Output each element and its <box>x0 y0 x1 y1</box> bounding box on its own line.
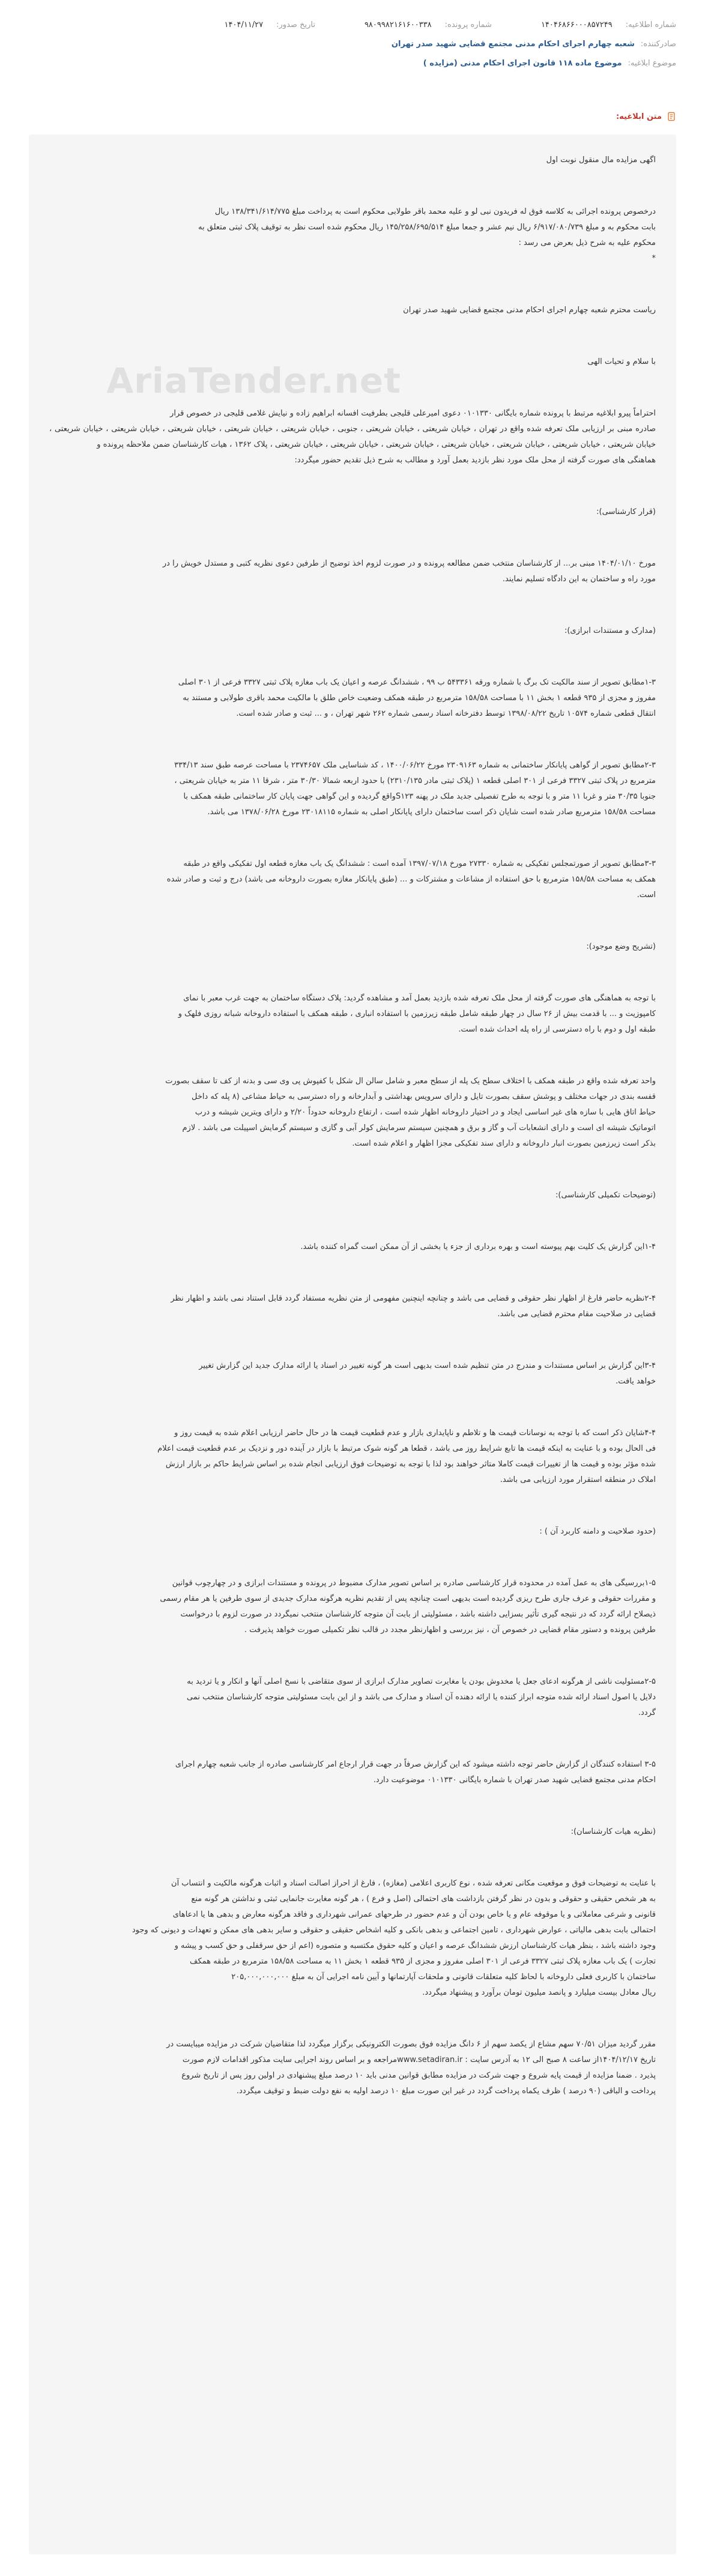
text-line: محکوم علیه به شرح ذیل بعرض می رسد : <box>518 238 656 247</box>
text-line: تجارت ) یک باب مغازه پلاک ثبتی ۳۳۲۷ فرعی از ۳۰۱ اصلی مفروز و مجزی از ۹۳۵ قطعه ۱ بخش ۱۱ به مساحت ۱۵۸/۵۸ مترمربع در طبقه همکف <box>190 1957 656 1966</box>
text-line: با عنایت به توضیحات فوق و موقعیت مکانی تعرفه شده ، نوع کاربری اعلامی (مغازه) ، فارغ از احراز اصالت اسناد و اثبات هرگونه مالکیت و انتساب آن <box>171 1879 656 1888</box>
text-line: طرفین پرونده و دستور مقام قضایی در خصوص آن ، نیز بررسی و اظهارنظر مجدد در قالب نظر تکمیلی صورت خواهد پذیرفت . <box>244 1625 656 1634</box>
issue-date: ۱۴۰۴/۱۱/۲۷ <box>224 20 264 29</box>
text-line: فی الحال بوده و با عنایت به اینکه قیمت ها تابع شرایط روز می باشد ، قطعا هر گونه شوک مرتبط با بازار در آینده دور و نزدیک بر عدم قطعیت قیمت اعلام <box>157 1444 656 1453</box>
issuer-label: صادرکننده: <box>640 40 676 49</box>
subject-label: موضوع ابلاغیه: <box>628 59 676 68</box>
paragraph-gap <box>49 1038 656 1074</box>
paragraph-gap <box>49 587 656 623</box>
meta-row-ids <box>29 18 676 32</box>
case-number: ۹۸۰۹۹۸۲۱۶۱۶۰۰۳۳۸ <box>364 20 432 29</box>
text-line: انتقال قطعی شماره ۱۰۵۷۴ تاریخ ۱۳۹۸/۰۸/۲۲ توسط دفترخانه اسناد رسمی شماره ۲۶۲ شهر تهران ، و ... ثبت و صادر شده است. <box>236 709 656 718</box>
text-line: ۲-۵مسئولیت ناشی از هرگونه ادعای جعل یا مخدوش بودن یا مغایرت تصاویر مدارک ابرازی از سوی متقاضی با نسخ اصلی آنها و انکار و یا تردید به <box>187 1677 656 1686</box>
text-line: (نظریه هیات کارشناسان): <box>570 1827 656 1836</box>
text-line: درخصوص پرونده اجرائی به کلاسه فوق له فریدون نبی لو و علیه محمد باقر طولابی محکوم است به پرداخت مبلغ ۱۳۸/۳۴۱/۶۱۴/۷۷۵ ریال <box>214 207 656 216</box>
text-line: (مدارک و مستندات ابرازی): <box>564 626 656 635</box>
text-line: مساحت ۱۵۸/۵۸ مترمربع صادر شده است شایان ذکر است ساختمان دارای پایانکار اصلی به شماره ۲۳۰۱۸۱۱۵ مورخ ۱۳۷۸/۰۶/۲۸ می باشد. <box>207 808 656 817</box>
text-line: (حدود صلاحیت و دامنه کاربرد آن ) : <box>539 1527 656 1536</box>
text-line: (توضیحات تکمیلی کارشناسی): <box>555 1191 656 1200</box>
text-line: ۳-۴این گزارش بر اساس مستندات و مندرج در متن تنظیم شده است بدیهی است هر گونه تغییر در اسناد یا ارائه مدارک جدید این گزارش تغییر <box>199 1361 656 1370</box>
text-line: مورد راه و ساختمان به این دادگاه تسلیم نمایند. <box>502 575 656 584</box>
notice-number-label: شماره اطلاعیه: <box>625 20 676 29</box>
paragraph-gap <box>49 1203 656 1239</box>
paragraph-gap <box>49 1540 656 1576</box>
text-line: وجود داشته باشد ، بنظر هیات کارشناسان ارزش ششدانگ عرصه و اعیان و کلیه حقوق مکتسبه و متصوره (اعم از حق سرقفلی و حق کسب و پیشه و <box>174 1941 656 1950</box>
paragraph-gap <box>49 1322 656 1358</box>
text-line: احکام مدنی مجتمع قضایی شهید صدر تهران با شماره بایگانی ۰۱۰۱۳۳۰ موضوعیت دارد. <box>373 1776 656 1785</box>
paragraph-gap <box>49 903 656 939</box>
issuer: شعبه چهارم اجرای احکام مدنی مجتمع قضایی شهید صدر تهران <box>391 40 635 49</box>
text-line: خواهد یافت. <box>616 1377 656 1386</box>
paragraph-gap <box>49 1638 656 1674</box>
text-line: شده مؤثر بوده و قیمت ها از تغییرات قیمت کاملا متاثر خواهند بود لذا با توجه به توضیحات فوق ارزیابی انجام شده بر اساس شرایط حاکم بر بازار ارزش <box>165 1460 656 1469</box>
paragraph-gap <box>49 955 656 991</box>
paragraph-gap <box>49 168 656 204</box>
paragraph-gap <box>49 1721 656 1757</box>
text-line: احتمالی بابت بدهی مالیاتی ، عوارض شهرداری ، تامین اجتماعی و بدهی بانکی و کلیه اشخاص حقیقی و حقوقی و سایر بدهی های ممکن و تعهدات و دیونی که وجود <box>132 1926 656 1935</box>
text-line: تاریخ ۱۴۰۴/۱۲/۱۷از ساعت ۸ صبح الی ۱۲ به آدرس سایت : www.setadiran.irمراجعه و بر اساس روند اجرایی سایت مذکور اقدامات لازم صورت <box>182 2055 656 2064</box>
text-line: ۴-۴شایان ذکر است که با توجه به نوسانات قیمت ها و تلاطم و ناپایداری بازار و عدم قطعیت قیمت ها در حال حاضر ارزیابی اعلام شده به قیمت روز و <box>174 1429 656 1438</box>
text-line: قضایی در صلاحیت مقام محترم قضایی می باشد. <box>497 1310 656 1319</box>
subject: موضوع ماده ۱۱۸ قانون اجرای احکام مدنی (مزایده ) <box>423 59 622 68</box>
text-line: و مقررات حقوقی و عرف جاری طرح ریزی گردیده است بدیهی است چنانچه پس از تقدیم نظریه هرگونه مدارک جدیدی از سوی طرفین یا هر مقام رسمی <box>160 1594 656 1603</box>
text-line: ۱-۴این گزارش یک کلیت بهم پیوسته است و بهره برداری از جزء یا بخشی از آن ممکن است گمراه کننده باشد. <box>300 1242 656 1251</box>
case-number-label: شماره پرونده: <box>444 20 492 29</box>
text-line: قفسه بندی در جهات مختلف و پوشش سقف بصورت تایل و دارای سرویس بهداشتی و آبدارخانه و راه دسترسی به حیاط مشاعی (۸ پله که داخل <box>191 1092 656 1101</box>
text-line: ذیصلاح ارائه گردد که در نتیجه گیری تأثیر بسزایی داشته باشد ، مسئولیتی از بابت آن متوجه کارشناسان منتخب نمیگردد در صورت لزوم با درخواست <box>180 1610 656 1619</box>
text-line: به هر شخص حقیقی و حقوقی و بدون در نظر گرفتن بازداشت های احتمالی (اصل و فرع ) ، هر گونه مغایرت جانمایی ثبتی و نداشتن هر گونه منع <box>191 1894 656 1903</box>
text-line: ساختمان با کاربری فعلی داروخانه با لحاظ کلیه متعلقات قانونی و ملحقات آپارتمانها و آیین نامه اجرایی آن به مبلغ ۲۰۵,۰۰۰,۰۰۰,۰۰۰ <box>231 1973 656 1982</box>
paragraph-gap <box>49 468 656 504</box>
notice-meta <box>29 18 676 71</box>
text-line: احتراماً پیرو ابلاغیه مرتبط با پرونده شماره بایگانی ۰۱۰۱۳۳۰ دعوی امیرعلی قلیجی بطرفیت افسانه ابراهیم زاده و نیایش غلامی قلیجی در خصوص قرار <box>170 409 656 418</box>
text-line: قانونی و شرعی معاملاتی و یا موقوفه عام و یا خاص بودن آن و عدم حضور در طرحهای عمرانی شهرداری و فاقد هرگونه معارض و بدهی ها یا ادعاهای <box>172 1910 656 1919</box>
text-line: هماهنگی های صورت گرفته از محل ملک مورد نظر بازدید بعمل آورد و مطالب به شرح ذیل تقدیم حضور میگردد: <box>294 456 656 465</box>
paragraph-gap <box>49 1840 656 1876</box>
text-line: جنوبا ۳۰/۳۵ متر و غربا ۱۱ متر و با توجه به طرح تفصیلی جدید ملک در پهنه S۱۲۳واقع گردیده و این گواهی جهت پایان کار ساختمانی طبقه همکف با <box>183 792 656 801</box>
text-line: ۲-۴نظریه حاضر فارغ از اظهار نظر حقوقی و قضایی می باشد و چنانچه اینچنین مفهومی از متن نظریه مستفاد گردد قابل استناد نمی باشد و اظهار نظر <box>171 1294 656 1303</box>
text-line: (قرار کارشناسی): <box>596 507 656 516</box>
paragraph-gap <box>49 1389 656 1426</box>
meta-row-subject <box>29 56 676 71</box>
text-line: بذکر است زیرزمین بصورت انبار داروخانه و دارای سند تفکیکی مجزا اظهار و اعلام شده است. <box>352 1139 656 1148</box>
text-line: مفروز و مجزی از ۹۳۵ قطعه ۱ بخش ۱۱ با مساحت ۱۵۸/۵۸ مترمربع در طبقه همکف وضعیت خاص طلق با مالکیت محمد باقری طولابی و مستند به <box>183 694 656 703</box>
text-line: ۱-۵بررسیگی های به عمل آمده در محدوده قرار کارشناسی صادره بر اساس تصویر مدارک مضبوط در پرونده و مستندات ابرازی و در چهارچوب قوانین <box>172 1579 656 1588</box>
text-line: ریال معادل بیست میلیارد و پانصد میلیون تومان برآورد و پیشنهاد میگردد. <box>422 1988 656 1997</box>
text-line: حیاط اتاق هایی با سازه های غیر اساسی ایجاد و در اختیار داروخانه اظهار شده است ، ارتفاع داروخانه حدوداً ۲/۲۰ و دارای ویترین شیشه و درب <box>195 1108 656 1117</box>
paragraph-gap <box>49 1788 656 1824</box>
notice-text-heading <box>616 112 676 121</box>
text-line: (تشریح وضع موجود): <box>586 942 656 951</box>
paragraph-gap <box>49 1152 656 1188</box>
text-line: کامپوزیت و ... با قدمت بیش از ۲۶ سال در چهار طبقه شامل طبقه زیرزمین با استفاده انباری ، طبقه همکف با استفاده داروخانه شبانه روزی فلهک و <box>178 1009 656 1018</box>
text-line: پذیرد . ضمنا مزایده از قیمت پایه شروع و جهت شرکت در مزایده مطابق قوانین مدنی باید ۱۰ درصد مبلغ پیشنهادی در اولین روز پس از تاریخ شروع <box>181 2071 656 2080</box>
notice-body <box>49 153 656 2099</box>
paragraph-gap <box>49 722 656 758</box>
notice-text-box <box>29 135 676 2554</box>
text-line: ۲-۳مطابق تصویر از گواهی پایانکار ساختمانی به شماره ۲۳۰۹۱۶۳ مورخ ۱۴۰۰/۰۶/۲۲ ، کد شناسایی ملک ۲۳۷۴۶۵۷ با مساحت عرصه طبق سند ۳۳۴/۱۳ <box>174 761 656 770</box>
notice-text-label: متن ابلاغیه: <box>616 112 662 121</box>
notice-number: ۱۴۰۴۶۸۶۶۰۰۰۸۵۷۲۴۹ <box>540 20 613 29</box>
text-line: مورخ ۱۴۰۴/۰۱/۱۰ مبنی بر... از کارشناسان منتخب ضمن مطالعه پرونده و در صورت لزوم اخذ توضیح از طرفین دعوی نظریه کتبی و مستدل خویش را در <box>162 559 656 568</box>
text-line: اتوماتیک شیشه ای است و دارای انشعابات آب و گاز و برق و همچنین سیستم سرمایش کولر آبی و گازی و سیستم گرمایش اسپیلت می باشد . لازم <box>182 1123 656 1132</box>
text-line: طبقه اول و دوم با راه دسترسی از راه پله احداث شده است. <box>458 1025 656 1034</box>
paragraph-gap <box>49 267 656 303</box>
text-line: بابت محکوم به و مبلغ ۶/۹۱۷/۰۸۰/۷۳۹ ریال نیم عشر و جمعا مبلغ ۱۴۵/۲۵۸/۶۹۵/۵۱۴ ریال محکوم شده است نظر به توقیف پلاک ثبتی متعلق به <box>198 223 656 232</box>
text-line: همکف به مساحت ۱۵۸/۵۸ مترمربع با حق استفاده از مشاعات و مشترکات و ... (طبق پایانکار مغازه بصورت داروخانه می باشد) درج و ثبت و صادر شده <box>166 875 656 884</box>
text-line: با سلام و تحیات الهی <box>587 357 656 366</box>
text-line: ریاست محترم شعبه چهارم اجرای احکام مدنی مجتمع قضایی شهید صدر تهران <box>403 306 656 315</box>
watermark-text: AriaTender.net <box>106 360 401 401</box>
text-line: با توجه به هماهنگی های صورت گرفته از محل ملک تعرفه شده بازدید بعمل آمد و مشاهده گردید: پلاک دستگاه ساختمان به جهت غرب معبر با نمای <box>183 994 656 1003</box>
text-line: ۳-۳مطابق تصویر از صورتمجلس تفکیکی به شماره ۲۷۳۳۰ مورخ ۱۳۹۷/۰۷/۱۸ آمده است : ششدانگ یک باب مغازه قطعه اول تفکیکی واقع در طبقه <box>183 859 656 868</box>
issue-date-label: تاریخ صدور: <box>276 20 315 29</box>
text-line: واحد تعرفه شده واقع در طبقه همکف با اختلاف سطح یک پله از سطح معبر و شامل سالن ال شکل با کفپوش پی وی سی و بدنه از کف تا سقف بصورت <box>165 1077 656 1086</box>
paragraph-gap <box>49 1488 656 1524</box>
paragraph-gap <box>49 820 656 856</box>
text-line: پرداخت و الباقی (۹۰ درصد ) ظرف یکماه پرداخت گردد در غیر این صورت مبلغ ۱۰ درصد اولیه به نفع دولت ضبط و توقیف میگردد. <box>236 2087 656 2096</box>
paragraph-gap <box>49 318 656 354</box>
text-line: ۳-۵ استفاده کنندگان از گزارش حاضر توجه داشته میشود که این گزارش صرفاً در جهت قرار ارجاع امر کارشناسی صادره از جانب شعبه چهارم اجرای <box>175 1760 656 1769</box>
paragraph-gap <box>49 639 656 675</box>
paragraph-gap <box>49 520 656 556</box>
text-line: دلایل یا اصول اسناد ارائه شده متوجه ابراز کننده یا ارائه دهنده آن اسناد و مدارک می باشد و از این بابت مسئولیتی متوجه کارشناسان منتخب نمی <box>187 1693 656 1702</box>
text-line: اگهی مزایده مال منقول نوبت اول <box>546 156 656 165</box>
text-line: * <box>652 254 656 263</box>
text-line: است. <box>637 890 656 899</box>
text-line: گردد. <box>638 1708 656 1717</box>
paragraph-gap <box>49 370 656 406</box>
text-line: املاک در منطقه استقرار مورد ارزیابی می باشد. <box>500 1475 656 1484</box>
text-line: مقرر گردید میزان ۷۰/۵۱ سهم مشاع از یکصد سهم از ۶ دانگ مزایده فوق بصورت الکترونیکی برگزار میگردد لذا متقاضیان شرکت در مزایده میبایست در <box>166 2040 656 2049</box>
paragraph-gap <box>49 2001 656 2037</box>
document-icon <box>667 112 676 121</box>
paragraph-gap <box>49 1255 656 1291</box>
text-line: ۱-۳مطابق تصویر از سند مالکیت تک برگ با شماره ورقه ۵۴۳۳۶۱ ب ۹۹ ، ششدانگ عرصه و اعیان یک باب مغازه پلاک ثبتی ۳۳۲۷ فرعی از ۳۰۱ اصلی <box>178 678 656 687</box>
meta-row-issuer <box>29 37 676 52</box>
text-line: مترمربع در پلاک ثبتی ۳۳۲۷ فرعی از ۳۰۱ اصلی قطعه ۱ (پلاک ثبتی مادر ۲۳۱۰/۱۳۵) با حدود اربعه شمالا ۳۰/۳۰ متر ، شرقا ۱۱ متر به خیابان شریعتی ، <box>174 776 656 785</box>
text-line: صادره مبنی بر ارزیابی ملک تعرفه شده واقع در تهران ، خیابان شریعتی ، خیابان شریعتی ، جنوبی ، خیابان شریعتی ، خیابان شریعتی ، خیابان شریعتی ، خیابان شریعتی ، خیابان شریعتی ، خیابان شریعتی ، خیابان شریعتی ، خیابان شریعتی ، خیابان شریعتی ، خیابان شریعتی ، خیابان شریعتی ، خیابان شریعتی ، پلاک ۱۳۶۲ ، هیات کارشناسان ضمن ملاحظه پرونده و <box>49 425 656 449</box>
